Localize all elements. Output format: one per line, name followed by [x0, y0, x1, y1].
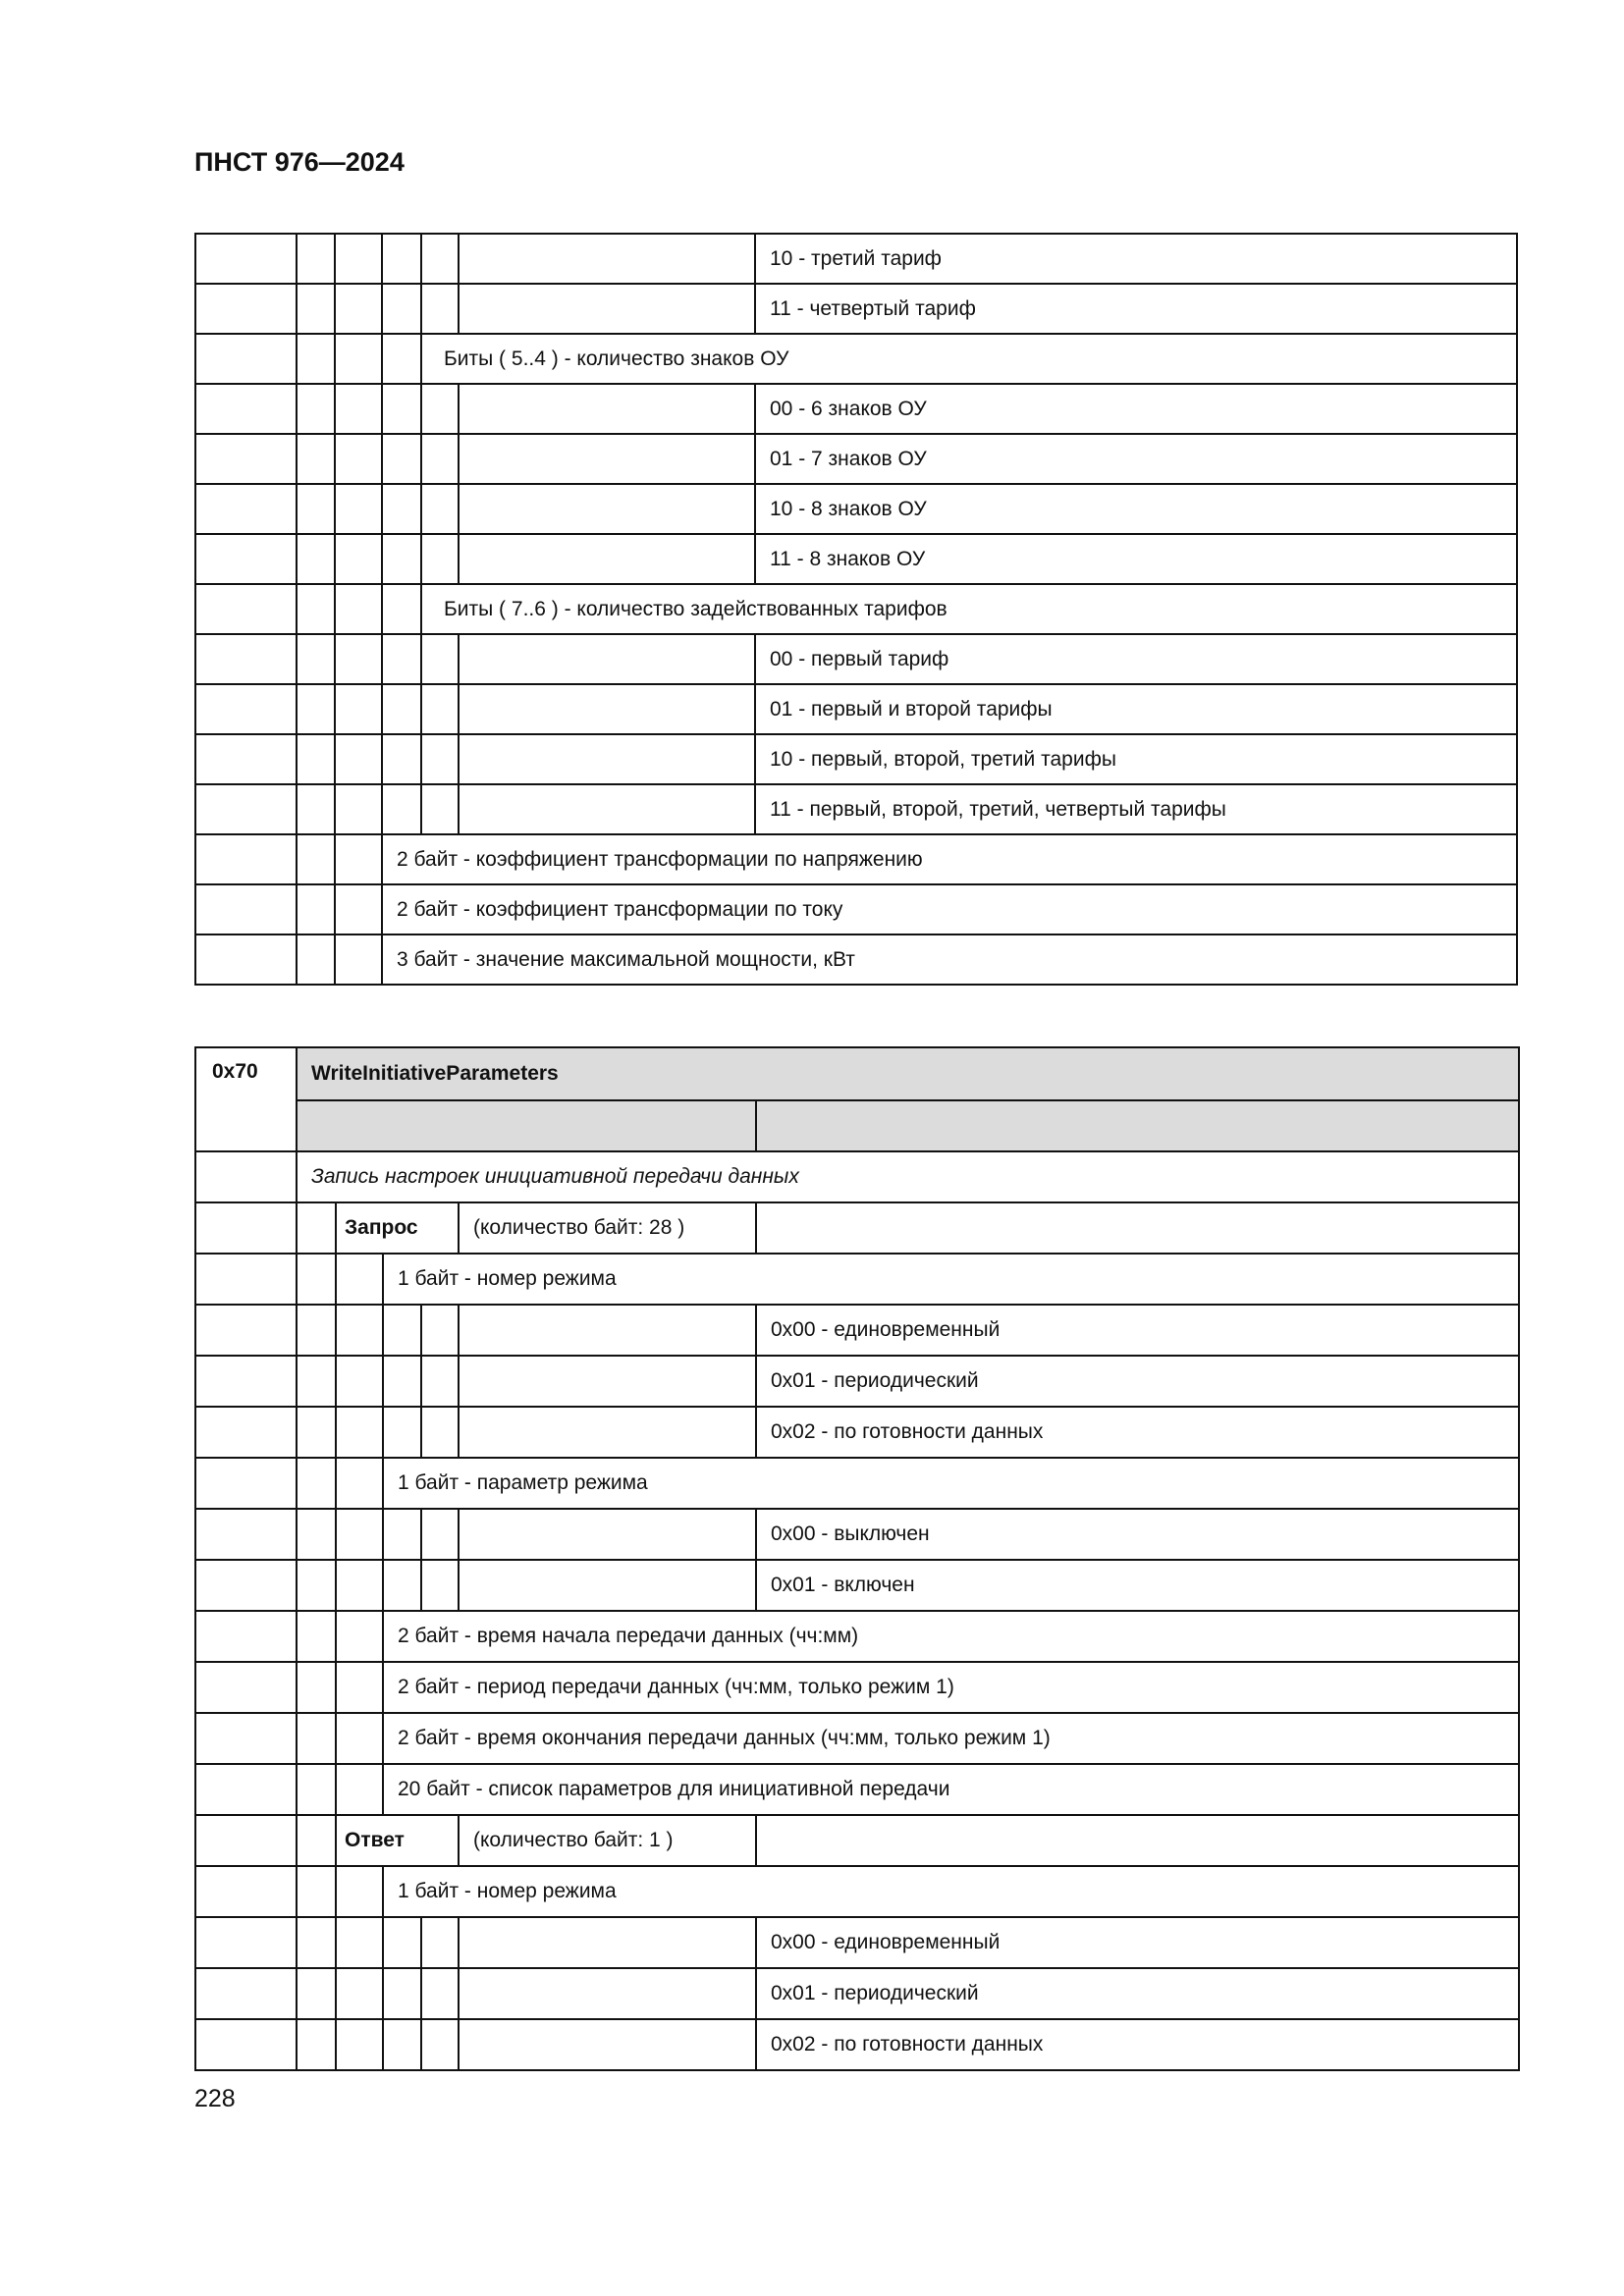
table-row [195, 1047, 1519, 1100]
table-row [195, 1100, 1519, 1151]
table-row [195, 684, 1517, 734]
table-row [195, 1815, 1519, 1866]
document-header: ПНСТ 976—2024 [194, 147, 405, 177]
table-row [195, 1202, 1519, 1254]
mode-value-cell: 0x02 - по готовности данных [756, 2019, 1519, 2070]
table-row [195, 1662, 1519, 1713]
field-cell: 2 байт - коэффициент трансформации по напряжению [382, 834, 1517, 884]
table-row [195, 1254, 1519, 1305]
ou-value-cell: 01 - 7 знаков ОУ [755, 434, 1517, 484]
table-row [195, 1407, 1519, 1458]
mode-value-cell: 0x01 - периодический [756, 1968, 1519, 2019]
table-row [195, 1611, 1519, 1662]
param-value-cell: 0x01 - включен [756, 1560, 1519, 1611]
ou-value-cell: 11 - 8 знаков ОУ [755, 534, 1517, 584]
table-row [195, 1560, 1519, 1611]
table-row [195, 534, 1517, 584]
continuation-table [194, 233, 1518, 986]
command-description: Запись настроек инициативной передачи данных [297, 1151, 1519, 1202]
mode-value-cell: 0x01 - периодический [756, 1356, 1519, 1407]
command-name: WriteInitiativeParameters [297, 1047, 1519, 1100]
table-row [195, 2019, 1519, 2070]
mode-value-cell: 0x00 - единовременный [756, 1305, 1519, 1356]
field-cell: 1 байт - номер режима [383, 1866, 1519, 1917]
table-row [195, 434, 1517, 484]
table-row [195, 1764, 1519, 1815]
field-cell: 1 байт - параметр режима [383, 1458, 1519, 1509]
field-cell: 2 байт - период передачи данных (чч:мм, только режим 1) [383, 1662, 1519, 1713]
table-row [195, 334, 1517, 384]
table-row [195, 1866, 1519, 1917]
table-row [195, 634, 1517, 684]
page-number: 228 [194, 2085, 236, 2112]
table-row [195, 584, 1517, 634]
ou-value-cell: 10 - 8 знаков ОУ [755, 484, 1517, 534]
response-byte-count: (количество байт: 1 ) [459, 1815, 756, 1866]
response-label: Ответ [336, 1815, 459, 1866]
table-row [195, 784, 1517, 834]
field-cell: 1 байт - номер режима [383, 1254, 1519, 1305]
command-table [194, 1046, 1520, 2071]
field-cell: 2 байт - время начала передачи данных (чч:мм) [383, 1611, 1519, 1662]
tariffs-value-cell: 10 - первый, второй, третий тарифы [755, 734, 1517, 784]
ou-bits-header: Биты ( 5..4 ) - количество знаков ОУ [421, 334, 1517, 384]
request-byte-count: (количество байт: 28 ) [459, 1202, 756, 1254]
mode-value-cell: 0x02 - по готовности данных [756, 1407, 1519, 1458]
table-row [195, 1305, 1519, 1356]
table-row [195, 1151, 1519, 1202]
table-row [195, 1968, 1519, 2019]
request-label: Запрос [336, 1202, 459, 1254]
field-cell: 2 байт - время окончания передачи данных (чч:мм, только режим 1) [383, 1713, 1519, 1764]
ou-value-cell: 00 - 6 знаков ОУ [755, 384, 1517, 434]
table-row [195, 1509, 1519, 1560]
table-row [195, 884, 1517, 934]
field-cell: 2 байт - коэффициент трансформации по току [382, 884, 1517, 934]
command-code: 0x70 [195, 1047, 297, 1151]
param-value-cell: 0x00 - выключен [756, 1509, 1519, 1560]
table-row [195, 284, 1517, 334]
tariff-value-cell: 10 - третий тариф [755, 234, 1517, 284]
table-row [195, 1356, 1519, 1407]
table-row [195, 834, 1517, 884]
tariffs-value-cell: 01 - первый и второй тарифы [755, 684, 1517, 734]
table-row [195, 1917, 1519, 1968]
field-cell: 3 байт - значение максимальной мощности, кВт [382, 934, 1517, 985]
tariffs-value-cell: 00 - первый тариф [755, 634, 1517, 684]
table-row [195, 1458, 1519, 1509]
mode-value-cell: 0x00 - единовременный [756, 1917, 1519, 1968]
table-row [195, 734, 1517, 784]
table-row [195, 384, 1517, 434]
tariffs-bits-header: Биты ( 7..6 ) - количество задействованных тарифов [421, 584, 1517, 634]
table-row [195, 934, 1517, 985]
tariff-value-cell: 11 - четвертый тариф [755, 284, 1517, 334]
tariffs-value-cell: 11 - первый, второй, третий, четвертый тарифы [755, 784, 1517, 834]
table-row [195, 484, 1517, 534]
table-row [195, 1713, 1519, 1764]
table-row [195, 234, 1517, 284]
field-cell: 20 байт - список параметров для инициативной передачи [383, 1764, 1519, 1815]
